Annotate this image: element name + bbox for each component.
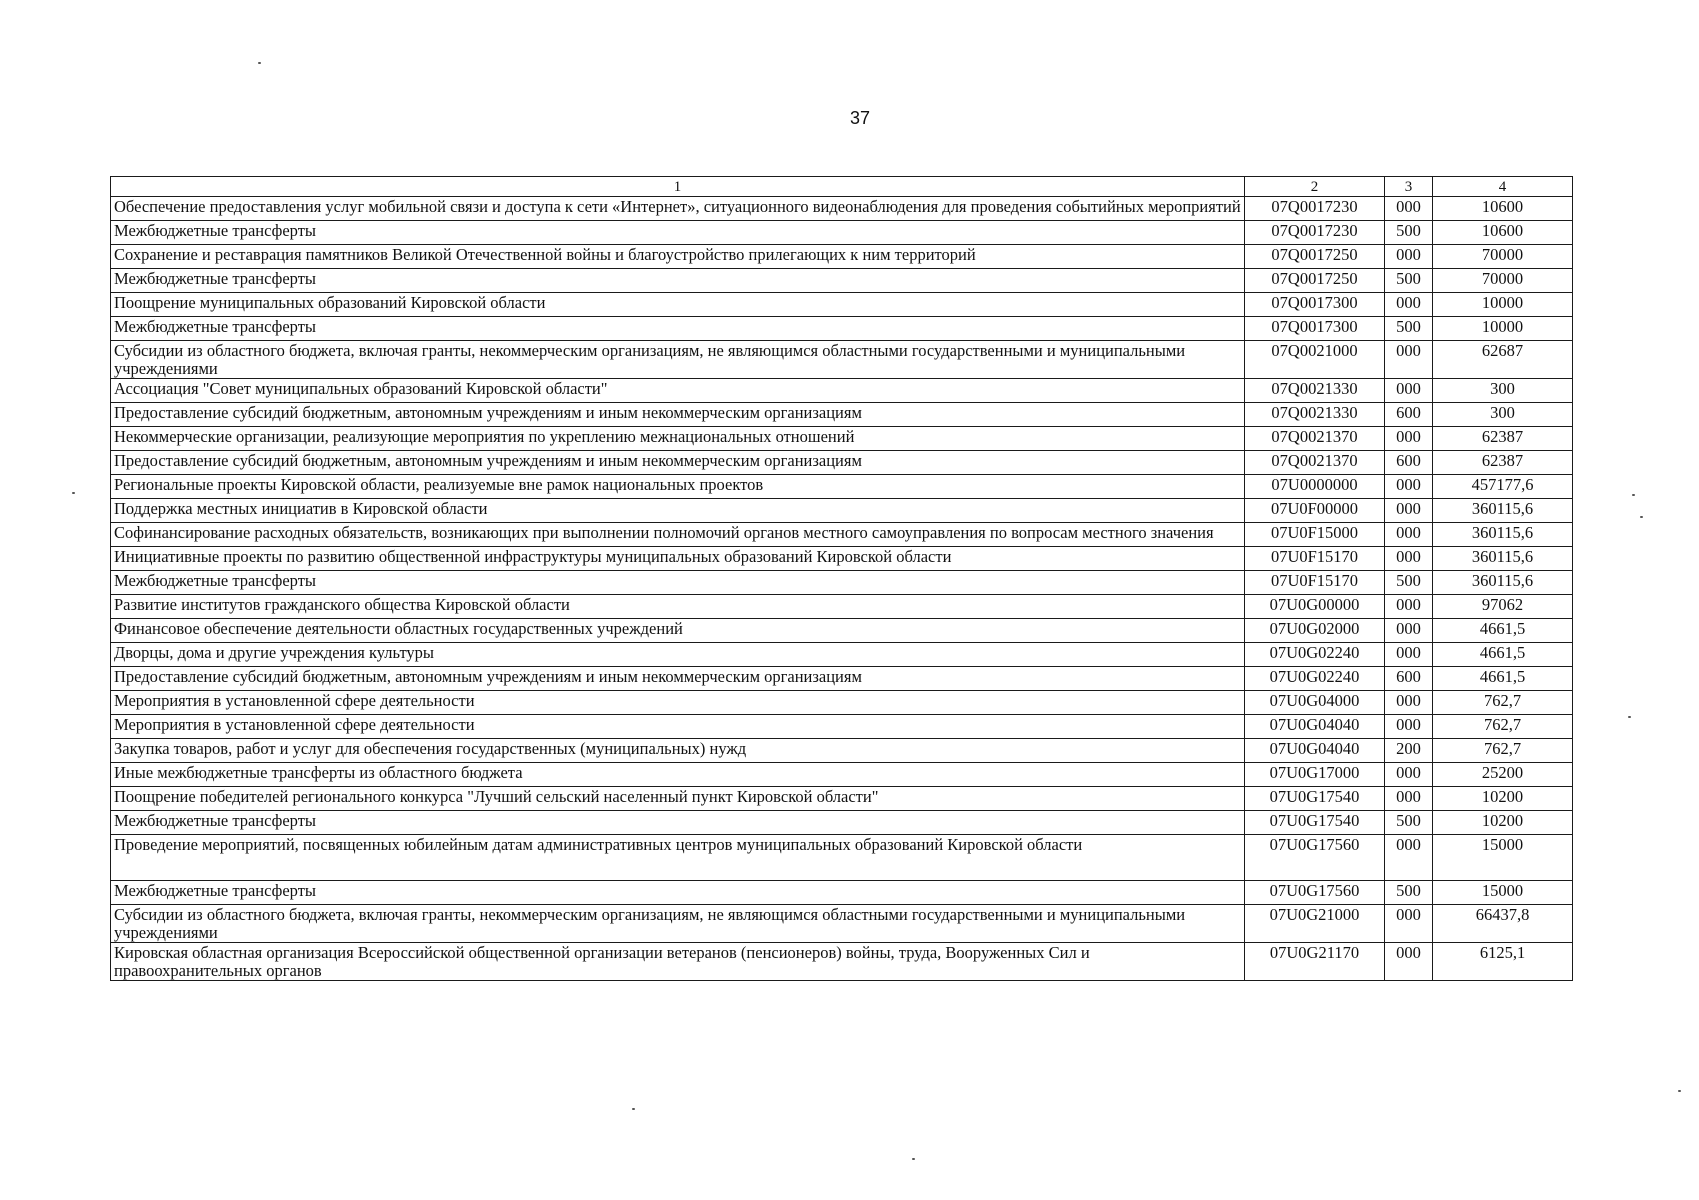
row-code: 07U0F15000 (1245, 523, 1385, 547)
row-name: Закупка товаров, работ и услуг для обеспечения государственных (муниципальных) нужд (111, 739, 1245, 763)
row-type: 500 (1385, 221, 1433, 245)
row-name: Поощрение победителей регионального конкурса "Лучший сельский населенный пункт Кировской области" (111, 787, 1245, 811)
row-name: Финансовое обеспечение деятельности областных государственных учреждений (111, 619, 1245, 643)
row-code: 07Q0017300 (1245, 293, 1385, 317)
table-row (111, 643, 1573, 667)
row-name: Региональные проекты Кировской области, реализуемые вне рамок национальных проектов (111, 475, 1245, 499)
budget-table (110, 176, 1573, 981)
row-name: Межбюджетные трансферты (111, 571, 1245, 595)
row-code: 07Q0017250 (1245, 245, 1385, 269)
row-amount: 10600 (1433, 221, 1573, 245)
row-name: Некоммерческие организации, реализующие мероприятия по укреплению межнациональных отношений (111, 427, 1245, 451)
row-name: Мероприятия в установленной сфере деятельности (111, 691, 1245, 715)
row-code: 07U0G02240 (1245, 643, 1385, 667)
row-amount: 66437,8 (1433, 905, 1573, 943)
row-code: 07U0G02000 (1245, 619, 1385, 643)
row-code: 07U0G17540 (1245, 811, 1385, 835)
table-row (111, 691, 1573, 715)
row-name: Софинансирование расходных обязательств, возникающих при выполнении полномочий органов местного самоуправления по вопросам местного значения (111, 523, 1245, 547)
row-code: 07U0G04040 (1245, 715, 1385, 739)
row-code: 07Q0017230 (1245, 197, 1385, 221)
row-amount: 62387 (1433, 427, 1573, 451)
row-type: 600 (1385, 667, 1433, 691)
row-name: Мероприятия в установленной сфере деятельности (111, 715, 1245, 739)
column-header-type: 3 (1385, 177, 1433, 197)
row-code: 07Q0017230 (1245, 221, 1385, 245)
row-name: Поддержка местных инициатив в Кировской области (111, 499, 1245, 523)
table-row (111, 619, 1573, 643)
row-name: Проведение мероприятий, посвященных юбилейным датам административных центров муниципальных образований Кировской области (111, 835, 1245, 881)
row-amount: 762,7 (1433, 715, 1573, 739)
row-type: 000 (1385, 619, 1433, 643)
row-code: 07U0G17560 (1245, 835, 1385, 881)
row-amount: 10200 (1433, 787, 1573, 811)
row-amount: 10000 (1433, 293, 1573, 317)
scan-speck (632, 1108, 635, 1110)
row-amount: 10000 (1433, 317, 1573, 341)
row-name: Обеспечение предоставления услуг мобильной связи и доступа к сети «Интернет», ситуационного видеонаблюдения для проведения событийных мероприятий (111, 197, 1245, 221)
scan-speck (1678, 1090, 1681, 1092)
column-header-name: 1 (111, 177, 1245, 197)
table-row (111, 499, 1573, 523)
row-type: 500 (1385, 317, 1433, 341)
row-code: 07U0G04040 (1245, 739, 1385, 763)
row-type: 500 (1385, 811, 1433, 835)
row-code: 07U0G17540 (1245, 787, 1385, 811)
row-type: 000 (1385, 245, 1433, 269)
scan-speck (1628, 716, 1631, 718)
table-row (111, 451, 1573, 475)
row-type: 000 (1385, 715, 1433, 739)
row-type: 000 (1385, 499, 1433, 523)
row-name: Предоставление субсидий бюджетным, автономным учреждениям и иным некоммерческим организациям (111, 667, 1245, 691)
row-name: Дворцы, дома и другие учреждения культуры (111, 643, 1245, 667)
row-type: 000 (1385, 547, 1433, 571)
row-amount: 4661,5 (1433, 643, 1573, 667)
row-type: 000 (1385, 341, 1433, 379)
row-name: Инициативные проекты по развитию общественной инфраструктуры муниципальных образований Кировской области (111, 547, 1245, 571)
row-name: Субсидии из областного бюджета, включая гранты, некоммерческим организациям, не являющимся областными государственными и муниципальными учреждениями (111, 905, 1245, 943)
row-code: 07Q0021370 (1245, 427, 1385, 451)
scan-speck (1640, 516, 1643, 518)
row-type: 000 (1385, 197, 1433, 221)
row-amount: 10600 (1433, 197, 1573, 221)
row-type: 500 (1385, 571, 1433, 595)
row-name: Предоставление субсидий бюджетным, автономным учреждениям и иным некоммерческим организациям (111, 451, 1245, 475)
table-row (111, 763, 1573, 787)
row-code: 07Q0021370 (1245, 451, 1385, 475)
row-code: 07U0F15170 (1245, 571, 1385, 595)
row-code: 07Q0021330 (1245, 379, 1385, 403)
row-amount: 70000 (1433, 245, 1573, 269)
row-code: 07U0G21000 (1245, 905, 1385, 943)
row-amount: 6125,1 (1433, 943, 1573, 981)
row-type: 600 (1385, 451, 1433, 475)
table-row (111, 197, 1573, 221)
table-row (111, 341, 1573, 379)
table-row (111, 905, 1573, 943)
row-name: Кировская областная организация Всероссийской общественной организации ветеранов (пенсионеров) войны, труда, Вооруженных Сил и правоохранительных органов (111, 943, 1245, 981)
row-amount: 360115,6 (1433, 523, 1573, 547)
row-type: 000 (1385, 691, 1433, 715)
row-name: Субсидии из областного бюджета, включая гранты, некоммерческим организациям, не являющимся областными государственными и муниципальными учреждениями (111, 341, 1245, 379)
row-name: Предоставление субсидий бюджетным, автономным учреждениям и иным некоммерческим организациям (111, 403, 1245, 427)
row-amount: 360115,6 (1433, 499, 1573, 523)
table-row (111, 379, 1573, 403)
table-row (111, 245, 1573, 269)
row-type: 500 (1385, 269, 1433, 293)
row-type: 000 (1385, 595, 1433, 619)
row-type: 200 (1385, 739, 1433, 763)
row-code: 07Q0021000 (1245, 341, 1385, 379)
table-row (111, 403, 1573, 427)
row-type: 000 (1385, 523, 1433, 547)
scan-speck (912, 1158, 915, 1160)
row-amount: 62387 (1433, 451, 1573, 475)
row-code: 07Q0017300 (1245, 317, 1385, 341)
row-code: 07Q0017250 (1245, 269, 1385, 293)
row-code: 07U0G02240 (1245, 667, 1385, 691)
row-code: 07Q0021330 (1245, 403, 1385, 427)
row-amount: 360115,6 (1433, 571, 1573, 595)
row-name: Межбюджетные трансферты (111, 221, 1245, 245)
row-amount: 457177,6 (1433, 475, 1573, 499)
row-amount: 300 (1433, 379, 1573, 403)
row-code: 07U0G21170 (1245, 943, 1385, 981)
row-amount: 10200 (1433, 811, 1573, 835)
row-amount: 62687 (1433, 341, 1573, 379)
row-type: 000 (1385, 293, 1433, 317)
row-code: 07U0F00000 (1245, 499, 1385, 523)
table-row (111, 943, 1573, 981)
table-row (111, 475, 1573, 499)
table-row (111, 811, 1573, 835)
page-number: 37 (849, 108, 871, 128)
row-type: 600 (1385, 403, 1433, 427)
row-code: 07U0G04000 (1245, 691, 1385, 715)
table-row (111, 835, 1573, 881)
row-amount: 762,7 (1433, 691, 1573, 715)
table-row (111, 715, 1573, 739)
scan-speck (258, 62, 261, 64)
row-amount: 15000 (1433, 881, 1573, 905)
table-row (111, 317, 1573, 341)
row-name: Иные межбюджетные трансферты из областного бюджета (111, 763, 1245, 787)
row-type: 000 (1385, 943, 1433, 981)
row-type: 500 (1385, 881, 1433, 905)
row-code: 07U0G00000 (1245, 595, 1385, 619)
row-type: 000 (1385, 427, 1433, 451)
table-row (111, 221, 1573, 245)
table-row (111, 293, 1573, 317)
table-row (111, 523, 1573, 547)
row-amount: 4661,5 (1433, 667, 1573, 691)
row-amount: 762,7 (1433, 739, 1573, 763)
row-code: 07U0000000 (1245, 475, 1385, 499)
row-code: 07U0F15170 (1245, 547, 1385, 571)
row-amount: 25200 (1433, 763, 1573, 787)
table-row (111, 881, 1573, 905)
table-row (111, 571, 1573, 595)
row-amount: 4661,5 (1433, 619, 1573, 643)
row-type: 000 (1385, 379, 1433, 403)
row-type: 000 (1385, 475, 1433, 499)
table-row (111, 667, 1573, 691)
row-type: 000 (1385, 905, 1433, 943)
row-code: 07U0G17000 (1245, 763, 1385, 787)
row-code: 07U0G17560 (1245, 881, 1385, 905)
table-header-row (111, 177, 1573, 197)
table-row (111, 787, 1573, 811)
row-amount: 360115,6 (1433, 547, 1573, 571)
scan-speck (72, 492, 75, 494)
row-name: Поощрение муниципальных образований Кировской области (111, 293, 1245, 317)
scan-speck (1632, 494, 1635, 496)
row-type: 000 (1385, 787, 1433, 811)
row-type: 000 (1385, 835, 1433, 881)
row-name: Развитие институтов гражданского общества Кировской области (111, 595, 1245, 619)
table-row (111, 547, 1573, 571)
row-amount: 97062 (1433, 595, 1573, 619)
table-row (111, 427, 1573, 451)
row-amount: 70000 (1433, 269, 1573, 293)
table-row (111, 269, 1573, 293)
table-row (111, 739, 1573, 763)
column-header-code: 2 (1245, 177, 1385, 197)
column-header-amount: 4 (1433, 177, 1573, 197)
row-name: Межбюджетные трансферты (111, 811, 1245, 835)
table-row (111, 595, 1573, 619)
row-name: Сохранение и реставрация памятников Великой Отечественной войны и благоустройство прилегающих к ним территорий (111, 245, 1245, 269)
row-name: Ассоциация "Совет муниципальных образований Кировской области" (111, 379, 1245, 403)
row-type: 000 (1385, 643, 1433, 667)
row-amount: 300 (1433, 403, 1573, 427)
row-amount: 15000 (1433, 835, 1573, 881)
row-name: Межбюджетные трансферты (111, 317, 1245, 341)
row-name: Межбюджетные трансферты (111, 881, 1245, 905)
row-type: 000 (1385, 763, 1433, 787)
row-name: Межбюджетные трансферты (111, 269, 1245, 293)
